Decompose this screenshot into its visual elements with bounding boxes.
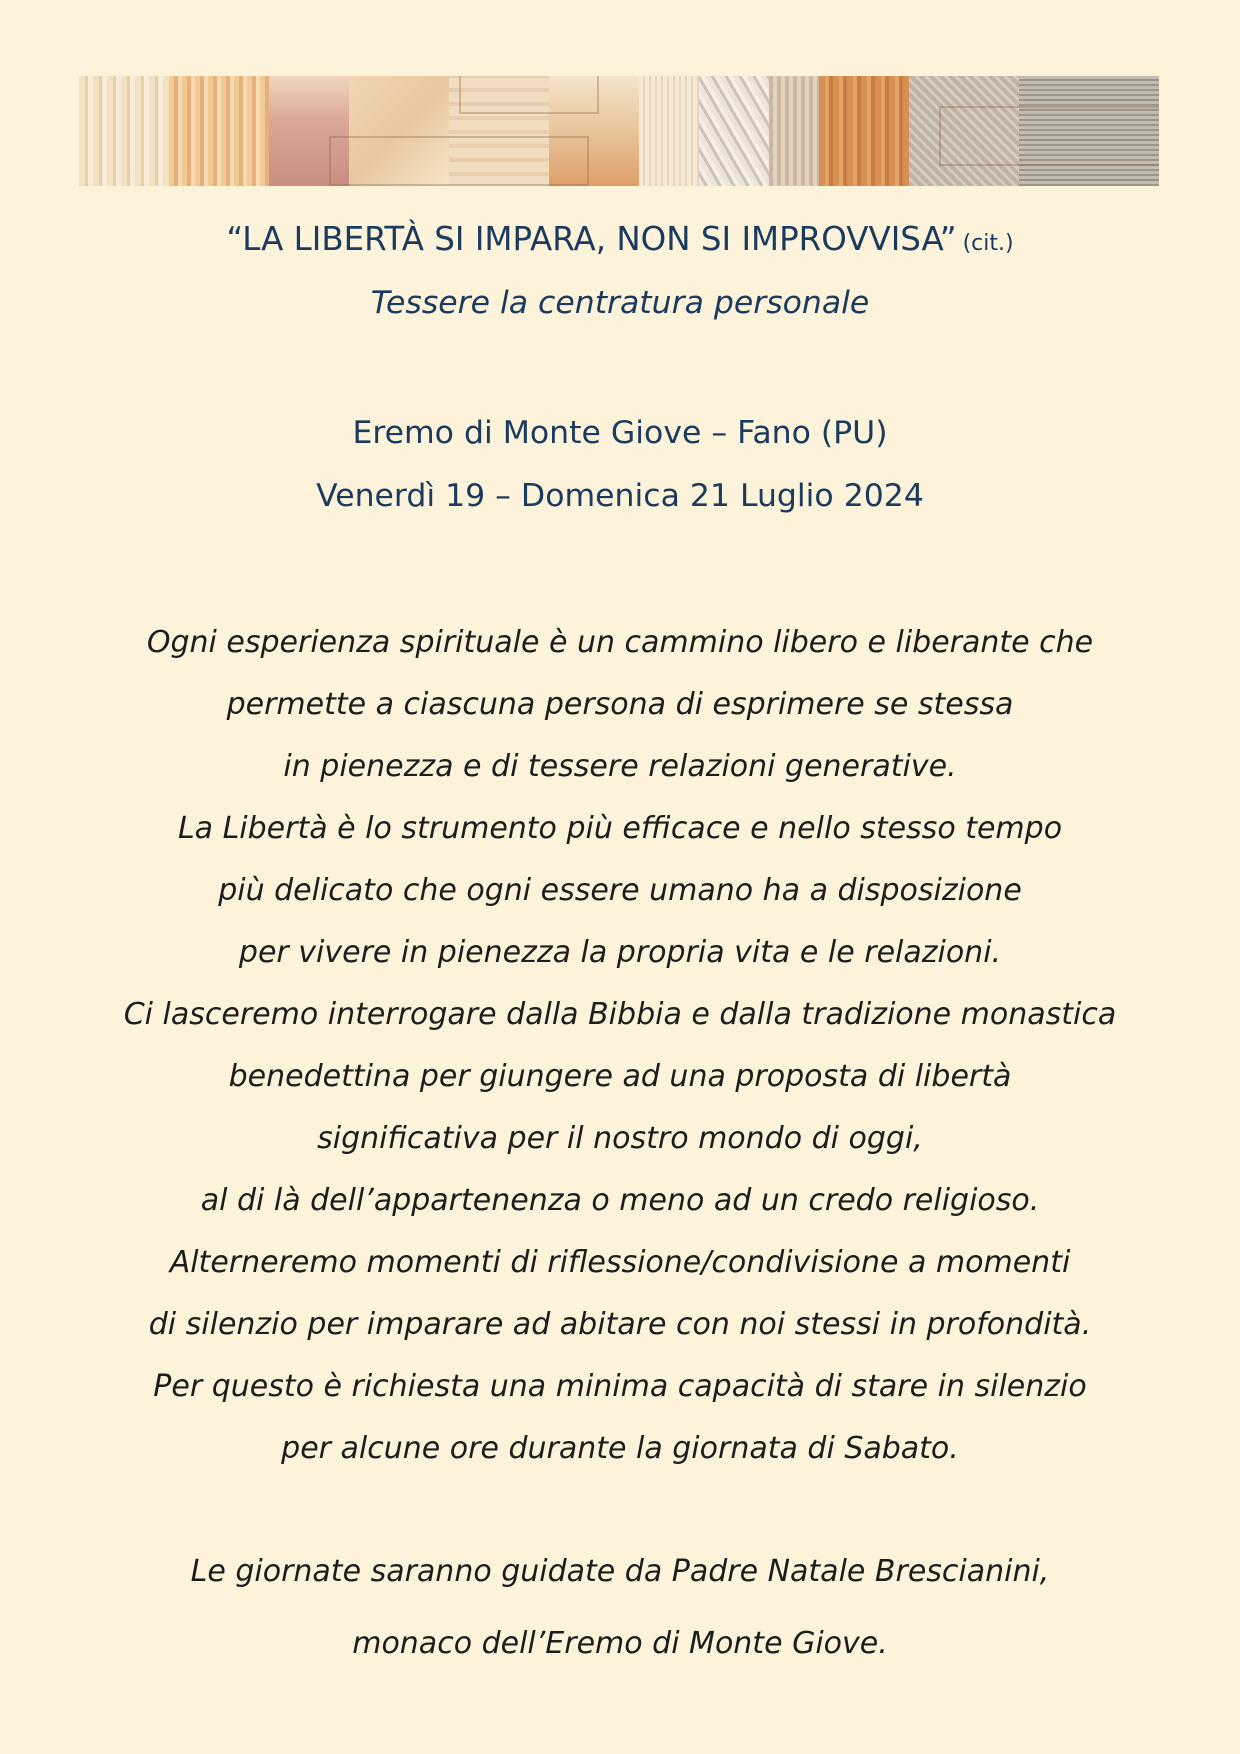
description-line: La Libertà è lo strumento più efficace e nello stesso tempo — [177, 811, 1063, 846]
description-line: al di là dell’appartenenza o meno ad un credo religioso. — [200, 1183, 1040, 1218]
description-line: di silenzio per imparare ad abitare con noi stessi in profondità. — [148, 1307, 1092, 1342]
description-line: per alcune ore durante la giornata di Sabato. — [281, 1431, 959, 1466]
description-line: Ci lasceremo interrogare dalla Bibbia e dalla tradizione monastica — [123, 997, 1117, 1032]
event-location: Eremo di Monte Giove – Fano (PU) — [352, 415, 888, 451]
event-subtitle: Tessere la centratura personale — [370, 285, 870, 321]
description-line: Alterneremo momenti di riflessione/condivisione a momenti — [169, 1245, 1071, 1280]
description-line: più delicato che ogni essere umano ha a disposizione — [218, 873, 1022, 908]
guide-line: Le giornate saranno guidate da Padre Natale Brescianini, — [190, 1554, 1050, 1589]
citation-note: (cit.) — [962, 231, 1014, 256]
description-text — [0, 612, 1240, 1480]
description-line: Per questo è richiesta una minima capacità di stare in silenzio — [153, 1369, 1087, 1404]
event-title-text: “LA LIBERTÀ SI IMPARA, NON SI IMPROVVISA” — [226, 220, 957, 258]
description-line: significativa per il nostro mondo di oggi, — [317, 1121, 923, 1156]
description-line: in pienezza e di tessere relazioni generative. — [283, 749, 957, 784]
event-dates: Venerdì 19 – Domenica 21 Luglio 2024 — [316, 478, 924, 514]
description-line: permette a ciascuna persona di esprimere se stessa — [226, 687, 1014, 722]
decorative-banner-image — [79, 76, 1159, 186]
guide-info — [0, 1536, 1240, 1680]
description-line: Ogni esperienza spirituale è un cammino libero e liberante che — [146, 625, 1094, 660]
description-line: benedettina per giungere ad una proposta di libertà — [228, 1059, 1012, 1094]
guide-line: monaco dell’Eremo di Monte Giove. — [352, 1626, 888, 1661]
event-title — [0, 220, 1240, 258]
description-line: per vivere in pienezza la propria vita e le relazioni. — [238, 935, 1002, 970]
